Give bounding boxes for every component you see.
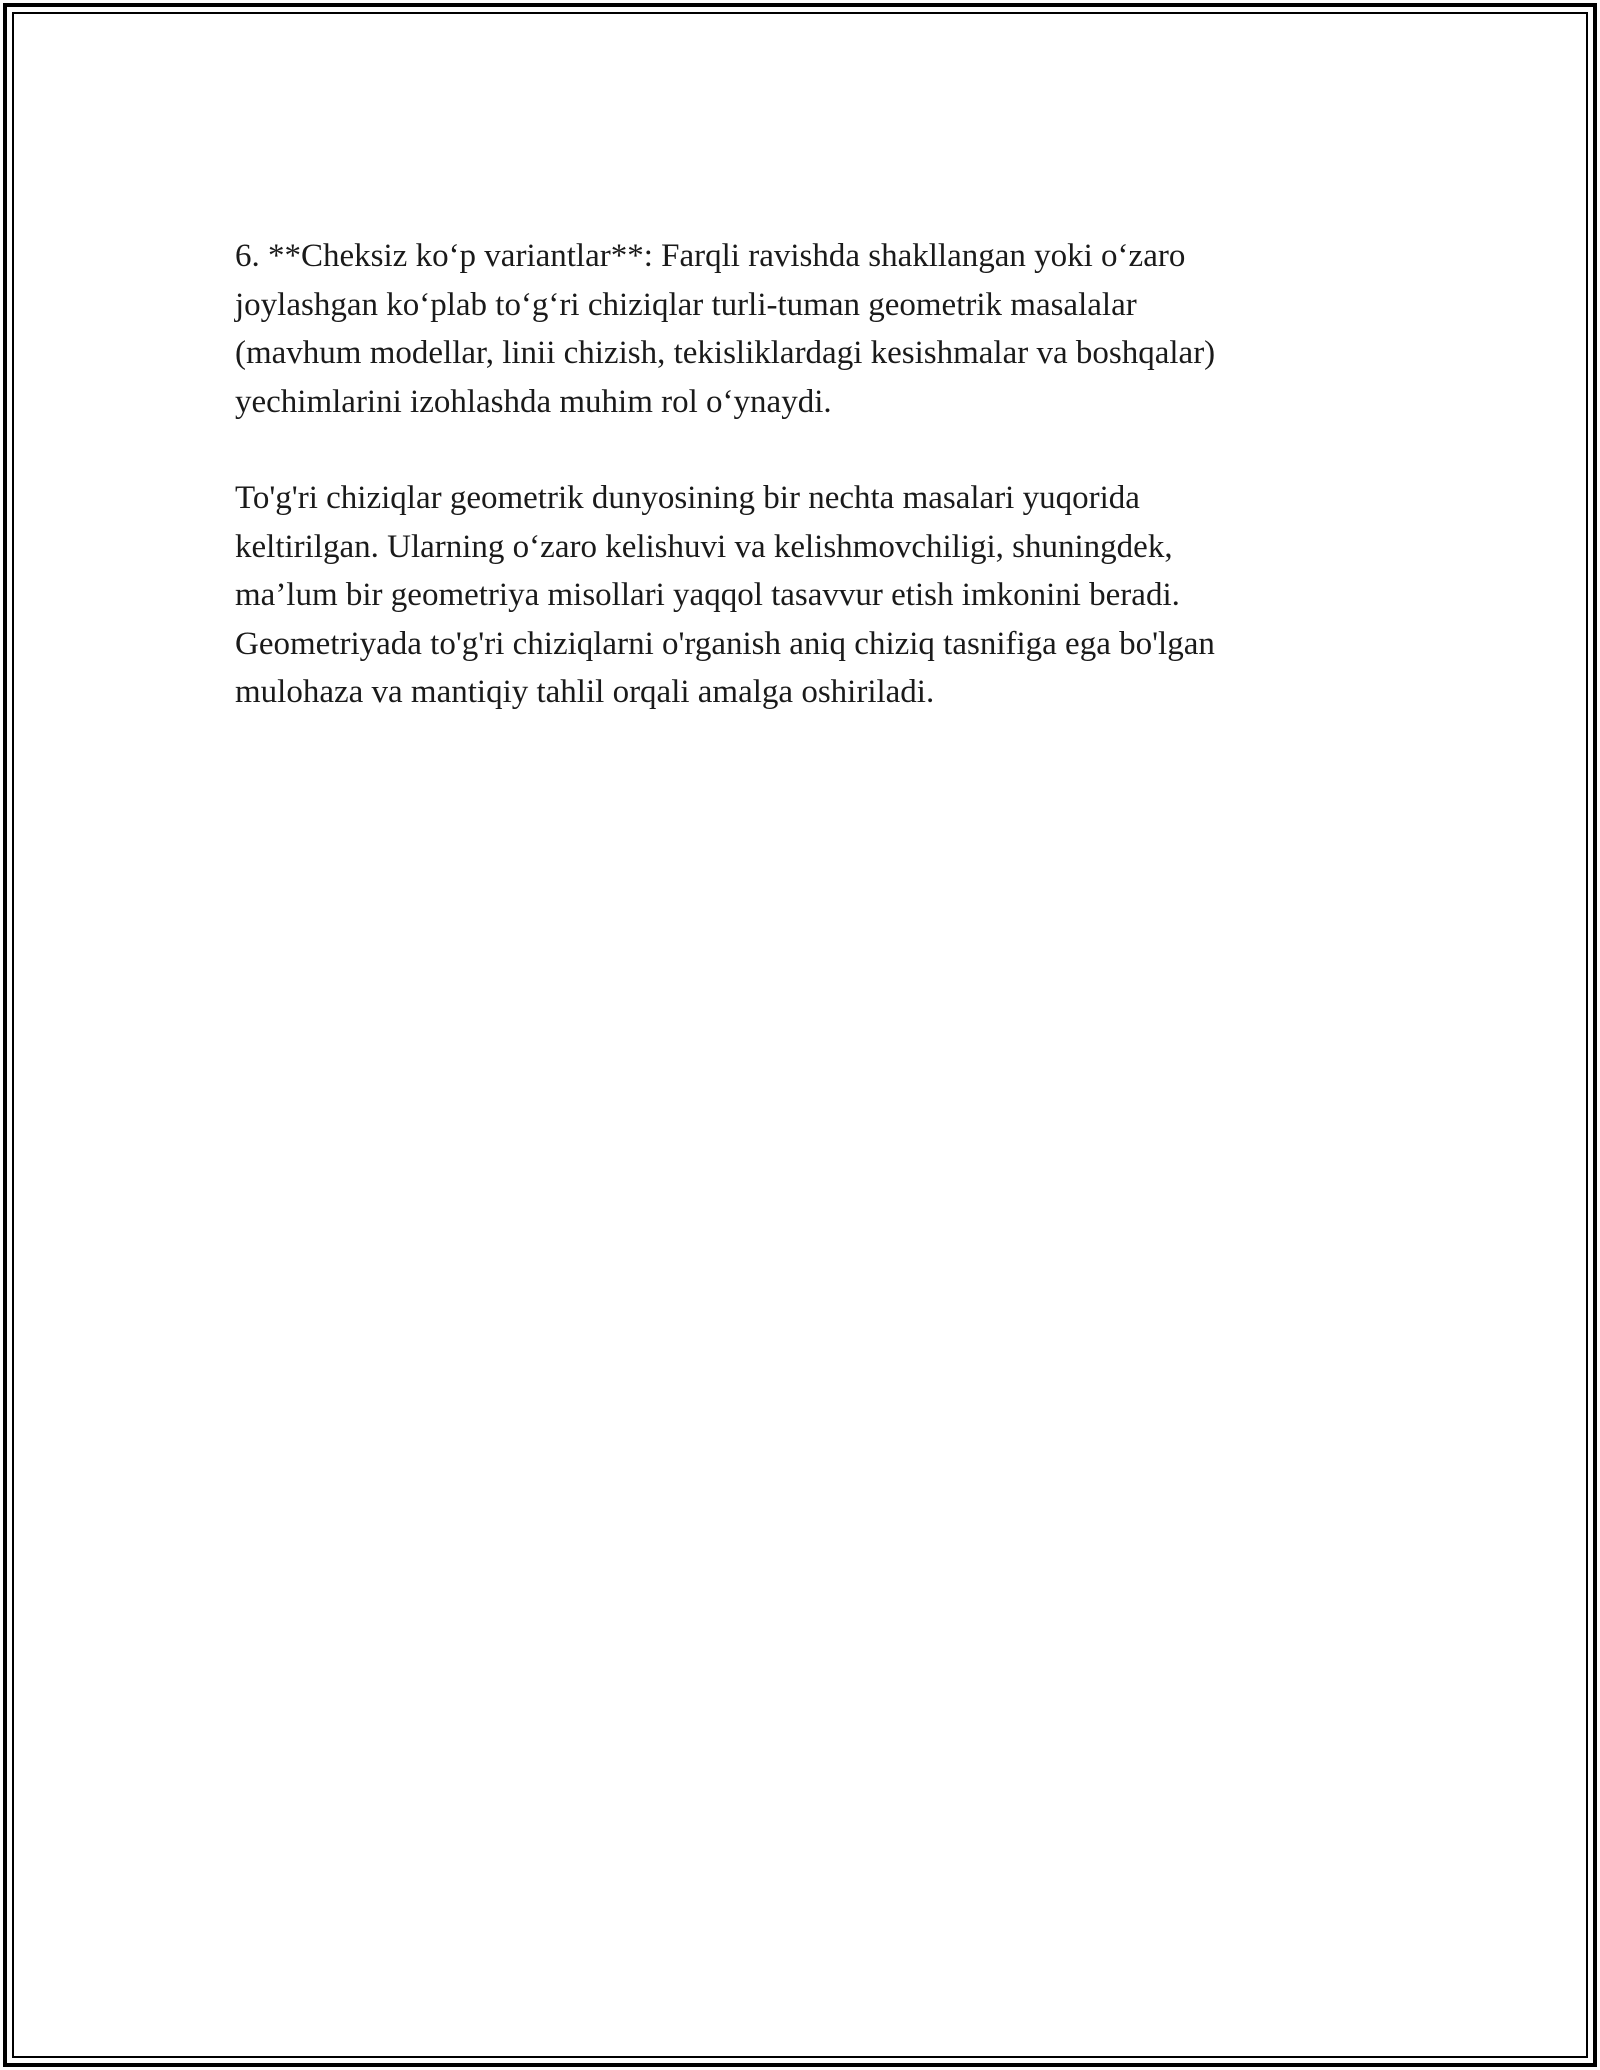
text-line: keltirilgan. Ularning o‘zaro kelishuvi va kelishmovchiligi, shuningdek, [235, 528, 1173, 565]
paragraph-1 [235, 232, 1365, 426]
text-line: joylashgan ko‘plab to‘g‘ri chiziqlar turli-tuman geometrik masalalar [235, 286, 1137, 323]
paragraph-2 [235, 474, 1365, 717]
text-line: mulohaza va mantiqiy tahlil orqali amalga oshiriladi. [235, 674, 935, 710]
text-line: 6. **Cheksiz ko‘p variantlar**: Farqli ravishda shakllangan yoki o‘zaro [235, 238, 1186, 274]
document-body [235, 232, 1365, 765]
text-line: To'g'ri chiziqlar geometrik dunyosining bir nechta masalari yuqorida [235, 480, 1140, 516]
text-line: Geometriyada to'g'ri chiziqlarni o'rganish aniq chiziq tasnifiga ega bo'lgan [235, 625, 1215, 662]
text-line: (mavhum modellar, linii chizish, tekisliklardagi kesishmalar va boshqalar) [235, 335, 1216, 371]
text-line: yechimlarini izohlashda muhim rol o‘ynaydi. [235, 383, 832, 420]
text-line: ma’lum bir geometriya misollari yaqqol tasavvur etish imkonini beradi. [235, 577, 1180, 613]
